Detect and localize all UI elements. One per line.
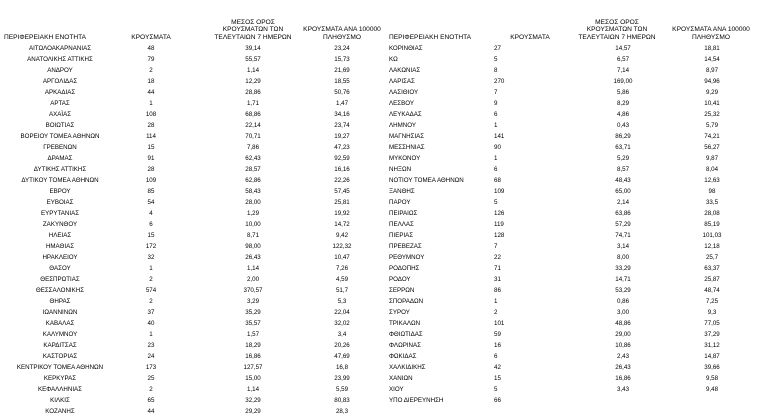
- 7day-average-cell: 22,14: [245, 122, 261, 129]
- per-100k-cell: 32,02: [334, 320, 350, 327]
- per-100k-cell: 47,69: [334, 353, 350, 360]
- regional-unit-cell: ΝΟΤΙΟΥ ΤΟΜΕΑ ΑΘΗΝΩΝ: [389, 177, 464, 184]
- cases-cell: 40: [147, 320, 155, 327]
- regional-unit-cell: ΛΑΣΙΘΙΟΥ: [389, 89, 419, 96]
- 7day-average-cell: 48,43: [615, 177, 631, 184]
- per-100k-cell: 9,42: [335, 232, 349, 239]
- regional-unit-cell: ΕΥΒΟΙΑΣ: [46, 199, 74, 206]
- regional-unit-cell: ΘΑΣΟΥ: [49, 265, 71, 272]
- per-100k-cell: 14,72: [334, 221, 350, 228]
- 7day-average-cell: 4,86: [616, 111, 630, 118]
- cases-cell: 1: [149, 265, 153, 272]
- regional-unit-cell: ΛΕΣΒΟΥ: [389, 100, 414, 107]
- regional-unit-cell: ΧΑΝΙΩΝ: [389, 375, 413, 382]
- per-100k-cell: 94,96: [704, 78, 720, 85]
- cases-cell: 25: [147, 375, 155, 382]
- cases-cell: 85: [147, 188, 155, 195]
- cases-cell: 42: [494, 364, 501, 371]
- 7day-average-cell: 0,43: [616, 122, 630, 129]
- cases-cell: 2: [149, 298, 153, 305]
- regional-unit-cell: ΘΕΣΠΡΩΤΙΑΣ: [40, 276, 80, 283]
- 7day-average-cell: 62,86: [245, 177, 261, 184]
- regional-unit-cell: ΤΡΙΚΑΛΩΝ: [389, 320, 421, 327]
- regional-unit-cell: ΗΡΑΚΛΕΙΟΥ: [42, 254, 78, 261]
- 7day-average-cell: 14,71: [615, 276, 631, 283]
- per-100k-cell: 9,58: [705, 375, 719, 382]
- header-regional-unit: ΠΕΡΙΦΕΡΕΙΑΚΗ ΕΝΟΤΗΤΑ: [4, 34, 87, 42]
- per-100k-cell: 51,7: [335, 287, 349, 294]
- regional-unit-cell: ΚΕΝΤΡΙΚΟΥ ΤΟΜΕΑ ΑΘΗΝΩΝ: [16, 364, 104, 371]
- per-100k-cell: 28,3: [335, 408, 349, 415]
- regional-unit-cell: ΚΩ: [389, 56, 398, 63]
- 7day-average-cell: 7,14: [616, 67, 630, 74]
- 7day-average-cell: 29,29: [245, 408, 261, 415]
- per-100k-cell: 22,26: [334, 177, 350, 184]
- header-cases-per-100k: ΚΡΟΥΣΜΑΤΑ ΑΝΑ 100000 ΠΛΗΘΥΣΜΟ: [303, 26, 381, 42]
- per-100k-cell: 20,26: [334, 342, 350, 349]
- 7day-average-cell: 28,00: [245, 199, 261, 206]
- per-100k-cell: 7,26: [335, 265, 349, 272]
- per-100k-cell: 25,81: [334, 199, 350, 206]
- cases-cell: 109: [145, 177, 157, 184]
- cases-cell: 66: [494, 397, 501, 404]
- regional-unit-cell: ΛΑΚΩΝΙΑΣ: [389, 67, 421, 74]
- per-100k-cell: 9,3: [707, 309, 717, 316]
- 7day-average-cell: 16,86: [615, 375, 631, 382]
- cases-cell: 59: [494, 331, 501, 338]
- regional-unit-cell: ΦΩΚΙΔΑΣ: [389, 353, 417, 360]
- regional-unit-cell: ΚΑΡΔΙΤΣΑΣ: [43, 342, 77, 349]
- cases-cell: 18: [147, 78, 155, 85]
- per-100k-cell: 19,92: [334, 210, 350, 217]
- cases-cell: 6: [149, 221, 153, 228]
- cases-cell: 15: [147, 232, 155, 239]
- 7day-average-cell: 32,29: [245, 397, 261, 404]
- per-100k-cell: 56,27: [704, 144, 720, 151]
- per-100k-cell: 3,4: [337, 331, 347, 338]
- per-100k-cell: 92,59: [334, 155, 350, 162]
- cases-cell: 2: [149, 67, 153, 74]
- per-100k-cell: 16,16: [334, 166, 350, 173]
- regional-unit-cell: ΞΑΝΘΗΣ: [389, 188, 415, 195]
- cases-cell: 4: [149, 210, 153, 217]
- cases-cell: 101: [494, 320, 505, 327]
- 7day-average-cell: 1,57: [246, 331, 260, 338]
- per-100k-cell: 18,81: [704, 45, 720, 52]
- 7day-average-cell: 8,57: [616, 166, 630, 173]
- cases-cell: 109: [494, 188, 505, 195]
- 7day-average-cell: 1,14: [246, 386, 260, 393]
- header-cases: ΚΡΟΥΣΜΑΤΑ: [510, 34, 550, 42]
- per-100k-cell: 33,5: [705, 199, 719, 206]
- 7day-average-cell: 1,14: [246, 67, 260, 74]
- per-100k-cell: 47,23: [334, 144, 350, 151]
- regional-unit-cell: ΠΙΕΡΙΑΣ: [389, 232, 414, 239]
- per-100k-cell: 22,04: [334, 309, 350, 316]
- regional-unit-cell: ΠΕΙΡΑΙΩΣ: [389, 210, 418, 217]
- cases-cell: 27: [494, 45, 501, 52]
- regional-unit-cell: ΧΑΛΚΙΔΙΚΗΣ: [389, 364, 426, 371]
- regional-unit-cell: ΚΙΛΚΙΣ: [50, 397, 70, 404]
- cases-cell: 8: [494, 67, 498, 74]
- per-100k-cell: 10,47: [334, 254, 350, 261]
- 7day-average-cell: 1,29: [246, 210, 260, 217]
- regional-unit-cell: ΚΟΖΑΝΗΣ: [45, 408, 75, 415]
- per-100k-cell: 48,74: [704, 287, 720, 294]
- 7day-average-cell: 12,29: [245, 78, 261, 85]
- cases-cell: 28: [147, 166, 155, 173]
- per-100k-cell: 14,54: [704, 56, 720, 63]
- cases-cell: 44: [147, 408, 155, 415]
- 7day-average-cell: 53,29: [615, 287, 631, 294]
- regional-unit-cell: ΥΠΟ ΔΙΕΡΕΥΝΗΣΗ: [389, 397, 444, 404]
- per-100k-cell: 23,99: [334, 375, 350, 382]
- per-100k-cell: 8,04: [705, 166, 719, 173]
- header-regional-unit: ΠΕΡΙΦΕΡΕΙΑΚΗ ΕΝΟΤΗΤΑ: [389, 34, 472, 42]
- 7day-average-cell: 370,57: [243, 287, 263, 294]
- regional-unit-cell: ΚΑΣΤΟΡΙΑΣ: [42, 353, 78, 360]
- 7day-average-cell: 26,43: [615, 364, 631, 371]
- cases-cell: 7: [494, 243, 498, 250]
- 7day-average-cell: 8,71: [246, 232, 260, 239]
- cases-cell: 114: [146, 133, 156, 140]
- 7day-average-cell: 3,29: [246, 298, 260, 305]
- 7day-average-cell: 48,86: [615, 320, 631, 327]
- regional-unit-cell: ΗΛΕΙΑΣ: [48, 232, 72, 239]
- regional-unit-cell: ΛΕΥΚΑΔΑΣ: [389, 111, 422, 118]
- 7day-average-cell: 57,29: [615, 221, 631, 228]
- regional-unit-cell: ΜΑΓΝΗΣΙΑΣ: [389, 133, 425, 140]
- per-100k-cell: 1,47: [335, 100, 349, 107]
- regional-unit-cell: ΑΡΤΑΣ: [50, 100, 70, 107]
- 7day-average-cell: 10,00: [245, 221, 261, 228]
- 7day-average-cell: 58,43: [245, 188, 261, 195]
- regional-unit-cell: ΣΥΡΟΥ: [389, 309, 410, 316]
- regional-unit-cell: ΚΟΡΙΝΘΙΑΣ: [389, 45, 423, 52]
- 7day-average-cell: 1,71: [246, 100, 260, 107]
- regional-unit-cell: ΒΟΡΕΙΟΥ ΤΟΜΕΑ ΑΘΗΝΩΝ: [20, 133, 100, 140]
- cases-cell: 15: [494, 375, 501, 382]
- regional-unit-cell: ΑΝΔΡΟΥ: [47, 67, 73, 74]
- 7day-average-cell: 15,00: [245, 375, 261, 382]
- 7day-average-cell: 35,29: [245, 309, 261, 316]
- cases-cell: 9: [494, 100, 498, 107]
- 7day-average-cell: 28,86: [245, 89, 261, 96]
- cases-cell: 79: [147, 56, 155, 63]
- regional-unit-cell: ΦΘΙΩΤΙΔΑΣ: [389, 331, 423, 338]
- header-cases-per-100k: ΚΡΟΥΣΜΑΤΑ ΑΝΑ 100000 ΠΛΗΘΥΣΜΟ: [672, 26, 750, 42]
- 7day-average-cell: 63,86: [615, 210, 631, 217]
- per-100k-cell: 28,08: [704, 210, 720, 217]
- regional-unit-cell: ΜΥΚΟΝΟΥ: [389, 155, 421, 162]
- regional-unit-cell: ΕΒΡΟΥ: [49, 188, 71, 195]
- cases-cell: 23: [147, 342, 155, 349]
- cases-cell: 1: [494, 155, 498, 162]
- cases-cell: 5: [494, 386, 498, 393]
- per-100k-cell: 77,05: [704, 320, 720, 327]
- per-100k-cell: 39,66: [704, 364, 720, 371]
- per-100k-cell: 98: [708, 188, 716, 195]
- cases-cell: 5: [494, 199, 498, 206]
- per-100k-cell: 23,74: [334, 122, 350, 129]
- regional-unit-cell: ΘΕΣΣΑΛΟΝΙΚΗΣ: [35, 287, 85, 294]
- 7day-average-cell: 68,86: [245, 111, 261, 118]
- 7day-average-cell: 5,29: [616, 155, 630, 162]
- cases-cell: 1: [149, 331, 153, 338]
- cases-cell: 2: [149, 276, 153, 283]
- per-100k-cell: 7,25: [705, 298, 719, 305]
- cases-cell: 37: [147, 309, 155, 316]
- per-100k-cell: 15,73: [334, 56, 350, 63]
- 7day-average-cell: 5,86: [616, 89, 630, 96]
- regional-unit-cell: ΠΡΕΒΕΖΑΣ: [389, 243, 422, 250]
- regional-unit-cell: ΡΟΔΟΥ: [389, 276, 411, 283]
- per-100k-cell: 25,7: [705, 254, 719, 261]
- cases-cell: 24: [147, 353, 155, 360]
- regional-unit-cell: ΡΕΘΥΜΝΟΥ: [389, 254, 425, 261]
- regional-unit-cell: ΔΥΤΙΚΟΥ ΤΟΜΕΑ ΑΘΗΝΩΝ: [21, 177, 99, 184]
- cases-cell: 44: [147, 89, 155, 96]
- 7day-average-cell: 28,57: [245, 166, 261, 173]
- 7day-average-cell: 16,86: [245, 353, 261, 360]
- 7day-average-cell: 6,57: [616, 56, 630, 63]
- per-100k-cell: 85,19: [704, 221, 720, 228]
- per-100k-cell: 37,29: [704, 331, 720, 338]
- regional-unit-cell: ΚΕΡΚΥΡΑΣ: [43, 375, 77, 382]
- cases-cell: 91: [147, 155, 155, 162]
- per-100k-cell: 34,16: [334, 111, 350, 118]
- per-100k-cell: 12,18: [704, 243, 720, 250]
- cases-cell: 90: [494, 144, 501, 151]
- 7day-average-cell: 65,00: [615, 188, 631, 195]
- 7day-average-cell: 14,57: [615, 45, 631, 52]
- 7day-average-cell: 74,71: [615, 232, 631, 239]
- regional-unit-cell: ΔΡΑΜΑΣ: [47, 155, 73, 162]
- header-cases: ΚΡΟΥΣΜΑΤΑ: [131, 34, 171, 42]
- cases-cell: 1: [149, 100, 153, 107]
- cases-cell: 126: [494, 210, 505, 217]
- 7day-average-cell: 18,29: [245, 342, 261, 349]
- per-100k-cell: 4,59: [335, 276, 349, 283]
- cases-cell: 68: [494, 177, 501, 184]
- cases-cell: 128: [494, 232, 505, 239]
- per-100k-cell: 5,59: [335, 386, 349, 393]
- 7day-average-cell: 63,71: [615, 144, 631, 151]
- cases-cell: 15: [147, 144, 155, 151]
- regional-unit-cell: ΧΙΟΥ: [389, 386, 404, 393]
- cases-cell: 86: [494, 287, 501, 294]
- cases-cell: 574: [145, 287, 157, 294]
- 7day-average-cell: 10,86: [615, 342, 631, 349]
- header-7day-average: ΜΕΣΟΣ ΟΡΟΣ ΚΡΟΥΣΜΑΤΩΝ ΤΩΝ ΤΕΛΕΥΤΑΙΩΝ 7 ΗΜΕΡΩΝ: [214, 18, 292, 42]
- 7day-average-cell: 3,43: [616, 386, 630, 393]
- per-100k-cell: 31,12: [704, 342, 720, 349]
- per-100k-cell: 14,87: [704, 353, 720, 360]
- 7day-average-cell: 2,00: [246, 276, 260, 283]
- cases-cell: 16: [494, 342, 501, 349]
- 7day-average-cell: 7,86: [246, 144, 260, 151]
- regional-unit-cell: ΔΥΤΙΚΗΣ ΑΤΤΙΚΗΣ: [33, 166, 87, 173]
- regional-unit-cell: ΡΟΔΟΠΗΣ: [389, 265, 420, 272]
- cases-cell: 71: [494, 265, 501, 272]
- 7day-average-cell: 29,00: [615, 331, 631, 338]
- 7day-average-cell: 169,00: [613, 78, 633, 85]
- regional-unit-cell: ΕΥΡΥΤΑΝΙΑΣ: [40, 210, 80, 217]
- regional-unit-cell: ΚΑΒΑΛΑΣ: [45, 320, 75, 327]
- 7day-average-cell: 8,29: [616, 100, 630, 107]
- 7day-average-cell: 35,57: [245, 320, 261, 327]
- 7day-average-cell: 0,86: [616, 298, 630, 305]
- cases-cell: 2: [149, 386, 153, 393]
- regional-unit-cell: ΑΡΚΑΔΙΑΣ: [44, 89, 76, 96]
- regional-unit-cell: ΚΑΛΥΜΝΟΥ: [42, 331, 78, 338]
- per-100k-cell: 9,87: [705, 155, 719, 162]
- 7day-average-cell: 98,00: [245, 243, 261, 250]
- cases-cell: 22: [494, 254, 501, 261]
- regional-unit-cell: ΠΕΛΛΑΣ: [389, 221, 414, 228]
- regional-unit-cell: ΗΜΑΘΙΑΣ: [45, 243, 75, 250]
- per-100k-cell: 101,03: [702, 232, 722, 239]
- regional-unit-cell: ΜΕΣΣΗΝΙΑΣ: [389, 144, 425, 151]
- 7day-average-cell: 127,57: [243, 364, 263, 371]
- cases-cell: 108: [145, 111, 157, 118]
- regional-unit-cell: ΣΕΡΡΩΝ: [389, 287, 415, 294]
- per-100k-cell: 80,83: [334, 397, 350, 404]
- regional-unit-cell: ΙΩΑΝΝΙΝΩΝ: [42, 309, 78, 316]
- per-100k-cell: 23,24: [334, 45, 350, 52]
- regional-unit-cell: ΖΑΚΥΝΘΟΥ: [42, 221, 78, 228]
- cases-cell: 5: [494, 56, 498, 63]
- 7day-average-cell: 26,43: [245, 254, 261, 261]
- 7day-average-cell: 70,71: [245, 133, 261, 140]
- cases-cell: 6: [494, 353, 498, 360]
- regional-unit-cell: ΑΡΓΟΛΙΔΑΣ: [42, 78, 78, 85]
- cases-cell: 54: [147, 199, 155, 206]
- per-100k-cell: 25,87: [704, 276, 720, 283]
- cases-cell: 172: [145, 243, 157, 250]
- regional-unit-cell: ΑΝΑΤΟΛΙΚΗΣ ΑΤΤΙΚΗΣ: [27, 56, 93, 63]
- cases-cell: 6: [494, 166, 498, 173]
- regional-unit-cell: ΦΛΩΡΙΝΑΣ: [389, 342, 421, 349]
- per-100k-cell: 9,48: [705, 386, 719, 393]
- per-100k-cell: 5,3: [337, 298, 347, 305]
- regional-unit-cell: ΛΑΡΙΣΑΣ: [389, 78, 415, 85]
- regional-unit-cell: ΑΙΤΩΛΟΑΚΑΡΝΑΝΙΑΣ: [28, 45, 92, 52]
- cases-cell: 1: [494, 298, 498, 305]
- 7day-average-cell: 86,29: [615, 133, 631, 140]
- per-100k-cell: 63,37: [704, 265, 720, 272]
- regional-unit-cell: ΚΕΦΑΛΛΗΝΙΑΣ: [37, 386, 82, 393]
- cases-cell: 270: [494, 78, 505, 85]
- per-100k-cell: 8,97: [705, 67, 719, 74]
- per-100k-cell: 19,27: [334, 133, 350, 140]
- regional-unit-cell: ΛΗΜΝΟΥ: [389, 122, 416, 129]
- cases-cell: 32: [147, 254, 155, 261]
- per-100k-cell: 5,79: [705, 122, 719, 129]
- per-100k-cell: 18,55: [334, 78, 350, 85]
- per-100k-cell: 16,8: [335, 364, 349, 371]
- header-7day-average: ΜΕΣΟΣ ΟΡΟΣ ΚΡΟΥΣΜΑΤΩΝ ΤΩΝ ΤΕΛΕΥΤΑΙΩΝ 7 ΗΜΕΡΩΝ: [578, 18, 656, 42]
- 7day-average-cell: 62,43: [245, 155, 261, 162]
- 7day-average-cell: 39,14: [245, 45, 261, 52]
- 7day-average-cell: 2,43: [616, 353, 630, 360]
- regional-unit-cell: ΓΡΕΒΕΝΩΝ: [43, 144, 77, 151]
- cases-cell: 31: [494, 276, 501, 283]
- per-100k-cell: 9,29: [705, 89, 719, 96]
- 7day-average-cell: 3,14: [616, 243, 630, 250]
- cases-cell: 7: [494, 89, 498, 96]
- 7day-average-cell: 1,14: [246, 265, 260, 272]
- 7day-average-cell: 8,00: [616, 254, 630, 261]
- 7day-average-cell: 3,00: [616, 309, 630, 316]
- 7day-average-cell: 2,14: [616, 199, 630, 206]
- per-100k-cell: 57,45: [334, 188, 350, 195]
- per-100k-cell: 25,32: [704, 111, 720, 118]
- regional-unit-cell: ΣΠΟΡΑΔΩΝ: [389, 298, 424, 305]
- 7day-average-cell: 33,29: [615, 265, 631, 272]
- cases-cell: 141: [494, 133, 505, 140]
- regional-unit-cell: ΑΧΑΪΑΣ: [48, 111, 72, 118]
- regional-unit-cell: ΝΗΞΩΝ: [389, 166, 412, 173]
- per-100k-cell: 12,63: [704, 177, 720, 184]
- regional-unit-cell: ΠΑΡΟΥ: [389, 199, 411, 206]
- cases-cell: 2: [494, 309, 498, 316]
- per-100k-cell: 21,69: [334, 67, 350, 74]
- cases-cell: 173: [145, 364, 157, 371]
- cases-cell: 1: [494, 122, 498, 129]
- per-100k-cell: 74,21: [704, 133, 720, 140]
- cases-cell: 48: [147, 45, 155, 52]
- per-100k-cell: 122,32: [332, 243, 352, 250]
- 7day-average-cell: 55,57: [245, 56, 261, 63]
- regional-unit-cell: ΘΗΡΑΣ: [49, 298, 71, 305]
- regional-unit-cell: ΒΟΙΩΤΙΑΣ: [45, 122, 75, 129]
- per-100k-cell: 10,41: [704, 100, 720, 107]
- per-100k-cell: 50,76: [334, 89, 350, 96]
- cases-cell: 6: [494, 111, 498, 118]
- cases-cell: 28: [147, 122, 155, 129]
- cases-cell: 119: [494, 221, 504, 228]
- cases-cell: 65: [147, 397, 155, 404]
